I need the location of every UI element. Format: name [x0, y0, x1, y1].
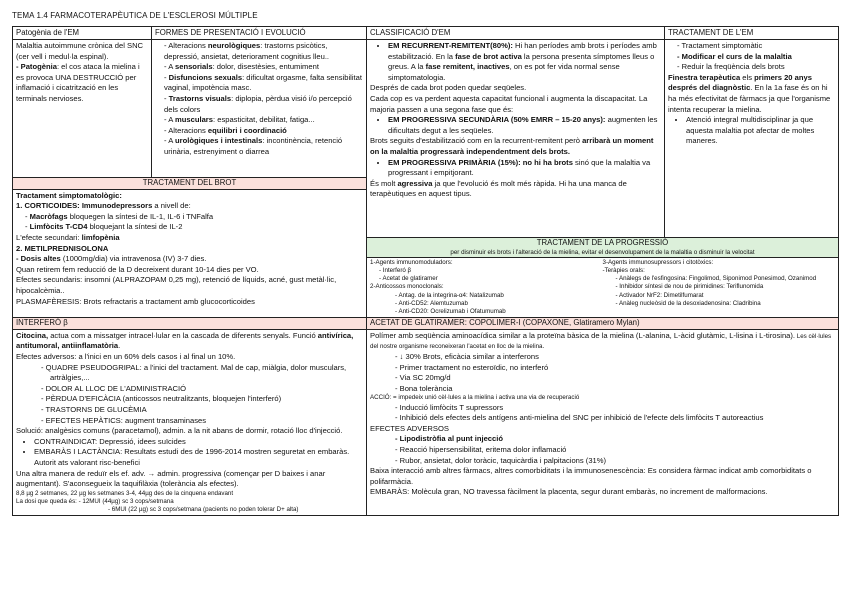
header-row — [13, 27, 839, 40]
progres-item: - Inhibidor síntesi de nou de pirimidines: Teriflunomida — [625, 283, 836, 291]
interferon-adv: - EFECTES HEPÀTICS: augment transaminases — [50, 416, 363, 427]
interferon-alt: Una altra manera de reduïr els ef. adv. → admin. progressiva (començar per D baixes i anar augmentant). S'aconsegueix la taquifilàxia (tolerància als efectes). — [16, 468, 326, 489]
glatiramer-list — [370, 352, 835, 394]
brot-header: TRACTAMENT DEL BROT — [13, 178, 366, 190]
progres-item: - Anti-CD52: Alemtuzumab — [404, 300, 603, 308]
brot-efectes: Efectes secundaris: insomni (ALPRAZOPAM 0,25 mg), retenció de líquids, acné, gust metàl·lic, hipocalcèmia.. — [16, 275, 337, 295]
interferon-adv: - PÈRDUA D'EFICÀCIA (anticossos neutralitzants, bloquejen l'interferó) — [50, 394, 363, 405]
classif-sp: • EM PROGRESSIVA SECUNDÀRIA (50% EMRR – 15-20 anys): augmenten les dificultats degut a les seqüeles. — [388, 115, 661, 136]
brot-cell — [13, 178, 367, 318]
glatiramer-accio: ACCIÓ: = impedeix unió cèl·lules a la mielina i activa una via de recuperació — [370, 394, 580, 402]
progres-cell — [367, 238, 839, 318]
brot-efecte: L'efecte secundari: limfopènia — [16, 232, 120, 242]
interferon-cell — [13, 318, 367, 516]
glatiramer-adv-title: EFECTES ADVERSOS — [370, 423, 449, 433]
classif-list-rr — [370, 41, 661, 83]
progres-right — [603, 259, 836, 316]
brot-corticoides: 1. CORTICOIDES: Immunodepressors a nivell de: — [16, 201, 191, 211]
classif-rr: • EM RECURRENT-REMITENT(80%): Hi han períodes amb brots i períodes amb estabilització. En la fase de brot activa la persona presenta símptomes lleus o greus. A la fase remitent, inactives, on es pot fer vida normal sense simptomatologia. — [388, 41, 661, 83]
interferon-dose3: - 6MUI (22 µg) sc 3 cops/setmana (pacients no poden tolerar D+ alta) — [108, 506, 299, 514]
brot-plasma: PLASMAFÈRESIS: Brots refractaris a tractament amb glucocorticoides — [16, 296, 255, 306]
patogenia-cell — [13, 40, 152, 178]
progres-right-sub: -Teràpies orals: — [602, 267, 645, 274]
classif-rr-p2: Després de cada brot poden quedar seqüeles. — [370, 83, 527, 93]
interferon-dot: • CONTRAINDICAT: Depressió, idees suïcides — [34, 437, 363, 448]
glatiramer-baixa: Baixa interacció amb altres fàrmacs, altres comorbiditats i la immunosenescència: Es considera fàrmac indicat amb comorbiditats o polifarmàcia. — [370, 466, 812, 486]
formes-list — [155, 41, 363, 158]
forma-item: - Disfuncions sexuals: dificultat orgasme, falta sensibilitat vaginal, impotència masc. — [164, 73, 363, 94]
tractament-cell — [665, 40, 839, 238]
progres-left-title: 1-Agents immunomoduladors: — [370, 258, 453, 266]
brot-metil: 2. METILPREDNISOLONA — [16, 243, 109, 253]
row-5 — [13, 318, 839, 516]
progres-left — [370, 259, 603, 316]
page-title: TEMA 1.4 FARMACOTERAPÈUTICA DE L'ESCLEROSI MÚLTIPLE — [12, 11, 258, 20]
tractament-dot: • Atenció integral multidisciplinar ja que aquesta malaltia pot afectar de moltes maneres. — [686, 115, 835, 147]
glatiramer-cell — [367, 318, 839, 516]
progres-columns — [367, 258, 838, 317]
interferon-adv: - QUADRE PSEUDOGRIPAL: a l'inici del tractament. Mal de cap, miàlgia, dolor musculars, artràlgies,... — [50, 363, 363, 384]
summary-table — [12, 26, 839, 516]
tractament-item: - Modificar el curs de la malaltia — [677, 52, 835, 63]
progres-right-list — [603, 275, 836, 308]
glatiramer-p1: Polímer amb seqüència aminoacídica similar a la proteïna bàsica de la mielina (L-alanina, L-àcid glutàmic, L-lisina i L-tirosina). Les cèl·lules del nostre organisme reconeixeran l'acetat en lloc de la mielina. — [370, 330, 832, 351]
classif-sp-p2: Brots seguits d'estabilització com en la recurrent-remitent però arribarà un moment on la malaltia progressarà independentment dels brots. — [370, 136, 654, 156]
interferon-adv: - DOLOR AL LLOC DE L'ADMINISTRACIÓ — [50, 384, 363, 395]
formes-cell — [152, 40, 367, 178]
header-classificacio: CLASSIFICACIÓ D'EM — [367, 27, 665, 40]
interferon-p1: Citocina, actua com a missatger intracel·lular en la cascada de diferents senyals. Funció antivírica, antitumoral, antiinflamatòria. — [16, 330, 354, 351]
interferon-sol: Solució: analgèsics comuns (paracetamol), admin. a la nit abans de dormir, rotació lloc d'injecció. — [16, 426, 343, 436]
forma-item: - A musculars: espasticitat, debilitat, fatiga... — [164, 115, 363, 126]
progres-item: - Anàlegs de l'esfingosina: Fingolimod, Siponimod Ponesimod, Ozanimod — [625, 275, 836, 283]
progres-left-list2 — [370, 292, 603, 317]
progres-left-title2: 2-Anticossos monoclonals: — [370, 283, 444, 291]
tractament-list — [668, 41, 835, 73]
progres-right-title: 3-Agents immunosupressors i citotòxics: — [602, 258, 714, 266]
brot-dosi: - Dosis altes (1000mg/dia) via intravenosa (IV) 3-7 dies. — [16, 254, 207, 264]
progres-item: - Antag. de la integrina-α4: Natalizumab — [404, 292, 603, 300]
finestra-terapeutica: Finestra terapèutica els primers 20 anys després del diagnòstic. En la 1a fase és on hi ha més efectivitat de fàrmacs ja que l'organisme intenta recuperar la mielina. — [668, 72, 831, 114]
interferon-adv-list — [16, 363, 363, 427]
interferon-dose2: La dosi que queda és: - 12MUI (44µg) sc 3 cops/setmana — [16, 497, 174, 505]
header-tractament: TRACTAMENT DE L'EM — [665, 27, 839, 40]
glatiramer-item: - Bona tolerància — [404, 384, 835, 395]
interferon-p2: Efectes adversos: a l'inici en un 60% dels casos i al final un 10%. — [16, 352, 236, 361]
forma-item: - Alteracions equilibri i coordinació — [164, 126, 363, 137]
progres-item: - Anti-CD20: Ocrelizumab i Ofatumumab — [404, 308, 603, 316]
glatiramer-adv: - Reacció hipersensibilitat, eritema dolor inflamació — [404, 445, 835, 456]
tractament-dot-list — [668, 115, 835, 147]
row-1 — [13, 40, 839, 178]
progres-item: - Anàleg nucleòsid de la desoxiadenosina: Cladribina — [625, 300, 836, 308]
progres-header: TRACTAMENT DE LA PROGRESSIÓ — [367, 238, 838, 249]
progres-item: - Activador NrF2: Dimetilfumarat — [625, 292, 836, 300]
glatiramer-item: - ↓ 30% Brots, eficàcia similar a interferons — [404, 352, 835, 363]
classif-list-pp — [370, 158, 661, 179]
header-patogenia: Patogènia de l'EM — [13, 27, 152, 40]
brot-list — [16, 212, 363, 233]
patogenia-intro: Malaltia autoimmune crònica del SNC (cer vell i medul·la espinal). — [16, 41, 144, 61]
classif-list-sp — [370, 115, 661, 136]
glatiramer-adv-list — [370, 434, 835, 466]
progres-item: - Acetat de glatiramer — [379, 275, 603, 283]
glatiramer-adv: - Lipodistròfia al punt injecció — [404, 434, 835, 445]
interferon-dot: • EMBARÀS I LACTÀNCIA: Resultats estudi des de 1996-2014 mostren seguretat en embaràs. Autorit ats valorant risc-benefici — [34, 447, 363, 468]
tractament-item: - Reduir la freqüència dels brots — [677, 62, 835, 73]
glatiramer-header: ACETAT DE GLATIRAMER: COPOLIMER-I (COPAXONE, Glatiramero Mylan) — [367, 318, 838, 330]
progres-subheader: per disminuir els brots i l'alteració de la mielina, evitar el desenvolupament de la malaltia o disminuir la velocitat — [367, 249, 838, 258]
brot-item: - Limfòcits T-CD4 bloquejant la síntesi de IL-2 — [25, 222, 363, 233]
brot-quan: Quan retirem fem reducció de la D decreixent durant 10-14 dies per VO. — [16, 264, 259, 274]
interferon-dots — [16, 437, 363, 469]
glatiramer-adv: - Rubor, ansietat, dolor toràcic, taquicàrdia i palpitacions (31%) — [404, 456, 835, 467]
glatiramer-list2 — [370, 403, 835, 424]
brot-title: Tractament simptomatològic: — [16, 190, 122, 200]
glatiramer-item: - Inhibició dels efectes dels antígens anti-mielina del SNC per inhibició de l'efecte dels limfòcits T autoreactius — [404, 413, 835, 424]
interferon-dose1: 8,8 µg 2 setmanes, 22 µg les setmanes 3-4, 44µg des de la cinquena endavant — [16, 489, 234, 497]
tractament-item: - Tractament simptomàtic — [677, 41, 835, 52]
glatiramer-item: - Via SC 20mg/d — [404, 373, 835, 384]
interferon-header: INTERFERÓ β — [13, 318, 366, 330]
glatiramer-embaras: EMBARÀS: Molècula gran, NO travessa fàcilment la placenta, segur durant embaràs, no increment de malformacions. — [370, 487, 768, 497]
forma-item: - Alteracions neurològiques: trastorns psicòtics, depressió, ansietat, deteriorament cognitius lleu.. — [164, 41, 363, 62]
forma-item: - A sensorials: dolor, disestèsies, entumiment — [164, 62, 363, 73]
progres-item: - Interferó β — [379, 267, 603, 275]
interferon-body — [13, 330, 366, 516]
classif-rr-p3: Cada cop es va perdent aquesta capacitat funcional i augmenta la discapacitat. La majoria passen a una segona fase que és: — [370, 93, 648, 114]
progres-left-list — [370, 267, 603, 283]
forma-item: - A urològiques i intestinals: incontinència, retenció urinària, estrenyiment o diarrea — [164, 136, 363, 157]
glatiramer-item: - Primer tractament no esteroïdic, no interferó — [404, 363, 835, 374]
classificacio-cell — [367, 40, 665, 238]
brot-body — [13, 190, 366, 309]
header-formes: FORMES DE PRESENTACIÓ I EVOLUCIÓ — [152, 27, 367, 40]
glatiramer-body — [367, 330, 838, 499]
classif-last: És molt agressiva ja que l'evolució és molt més ràpida. Hi ha una manca de terapèutiques en aquest tipus. — [370, 178, 627, 199]
brot-item: - Macròfags bloquegen la síntesi de IL-1, IL-6 i TNFalfa — [25, 212, 363, 223]
glatiramer-item: - Inducció limfòcits T supressors — [404, 403, 835, 414]
patogenia-text: - Patogènia: el cos ataca la mielina i es provoca UNA DESTRUCCIÓ per inflamació i cicatrització en les terminals nervioses. — [16, 62, 140, 103]
forma-item: - Trastorns visuals: diplopia, pèrdua visió i/o percepció dels colors — [164, 94, 363, 115]
interferon-adv: - TRASTORNS DE GLUCÈMIA — [50, 405, 363, 416]
classif-pp: • EM PROGRESSIVA PRIMÀRIA (15%): no hi ha brots sinó que la malaltia va progressant i empitjorant. — [388, 158, 661, 179]
